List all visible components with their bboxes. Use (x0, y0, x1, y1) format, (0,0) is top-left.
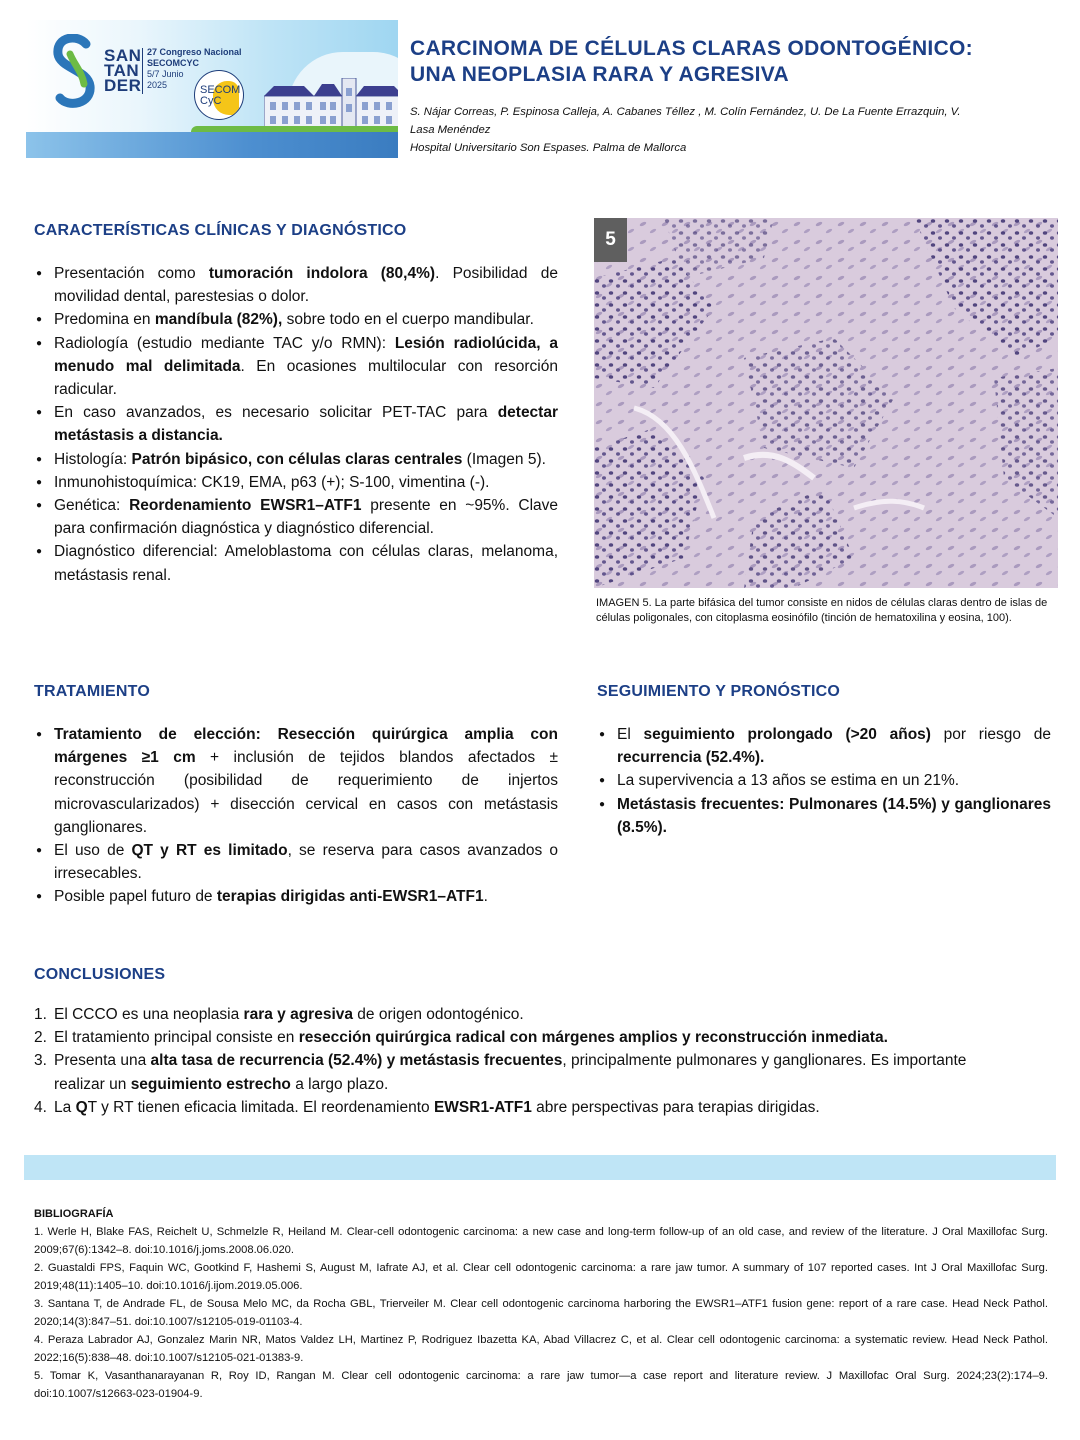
list-item: ● Predomina en mandíbula (82%), sobre todo en el cuerpo mandibular. (34, 308, 558, 331)
clinical-list (34, 262, 558, 587)
authors-continued: Lasa Menéndez (410, 124, 491, 136)
list-item: ● Radiología (estudio mediante TAC y/o RMN): Lesión radiolúcida, a menudo mal delimitada. En ocasiones multilocular con resorción radicular. (34, 332, 558, 402)
conclusions-section-title: CONCLUSIONES (34, 966, 166, 983)
reference-item: 2. Guastaldi FPS, Faquin WC, Gootkind F, Hashemi S, August M, Iafrate AJ, et al. Clear cell odontogenic carcinoma: a rare jaw tumor. A summary of 107 reported cases. Int J Oral Maxillofac Surg. 2019;48(11):1405–10. doi:10.1016/j.ijom.2019.05.006. (34, 1262, 1048, 1292)
list-item: ● El seguimiento prolongado (>20 años) por riesgo de recurrencia (52.4%). (597, 723, 1051, 769)
list-item: 3. Presenta una alta tasa de recurrencia (52.4%) y metástasis frecuentes, principalmente pulmonares y ganglionares. Es importante realizar un seguimiento estrecho a largo plazo. (34, 1052, 967, 1093)
followup-section-title: SEGUIMIENTO Y PRONÓSTICO (597, 683, 841, 700)
city-wordmark: SAN TAN DER (104, 46, 142, 95)
list-item: ● Diagnóstico diferencial: Ameloblastoma con células claras, melanoma, metástasis renal. (34, 540, 558, 586)
list-item: 2. El tratamiento principal consiste en resección quirúrgica radical con márgenes amplios y reconstrucción inmediata. (34, 1029, 888, 1047)
list-item: ● La supervivencia a 13 años se estima en un 21%. (597, 769, 1051, 792)
bibliography-title: BIBLIOGRAFÍA (34, 1208, 114, 1220)
santander-s-logo-icon (48, 34, 100, 108)
histology-image (594, 218, 1058, 588)
list-item: ● Histología: Patrón bipásico, con células claras centrales (Imagen 5). (34, 448, 558, 471)
followup-list (597, 723, 1051, 839)
congress-info: 27 Congreso Nacional SECOMCYC 5/7 Junio 2025 (147, 47, 242, 90)
histology-texture (594, 218, 1058, 588)
congress-banner (26, 20, 398, 158)
figure-number-badge: 5 (594, 218, 627, 262)
reference-item: 4. Peraza Labrador AJ, Gonzalez Marin NR, Matos Valdez LH, Martinez P, Rodriguez Ibazetta KA, Abad Villacrez C, et al. Clear cell odontogenic carcinoma: a systematic review. Head Neck Pathol. 2022;16(5):838–48. doi:10.1007/s12105-021-01383-9. (34, 1334, 1048, 1364)
banner-stripe (26, 132, 398, 158)
list-item: ● Metástasis frecuentes: Pulmonares (14.5%) y ganglionares (8.5%). (597, 793, 1051, 839)
list-item: ● Presentación como tumoración indolora (80,4%). Posibilidad de movilidad dental, parestesias o dolor. (34, 262, 558, 308)
clinical-section-title: CARACTERÍSTICAS CLÍNICAS Y DIAGNÓSTICO (34, 222, 407, 239)
institution: Hospital Universitario Son Espases. Palma de Mallorca (410, 142, 687, 154)
figure-caption: IMAGEN 5. La parte bifásica del tumor consiste en nidos de células claras dentro de islas de células poligonales, con citoplasma eosinófilo (tinción de hematoxilina y eosina, 100). (596, 597, 1048, 624)
divider (142, 48, 143, 94)
list-item: 4. La QT y RT tienen eficacia limitada. El reordenamiento EWSR1-ATF1 abre perspectivas para terapias dirigidas. (34, 1098, 820, 1116)
list-item: ● Posible papel futuro de terapias dirigidas anti-EWSR1–ATF1. (34, 885, 558, 908)
poster-title: CARCINOMA DE CÉLULAS CLARAS ODONTOGÉNICO: UNA NEOPLASIA RARA Y AGRESIVA (410, 37, 973, 86)
conclusions-list (34, 1003, 974, 1119)
treatment-section-title: TRATAMIENTO (34, 683, 150, 700)
list-item: ● Inmunohistoquímica: CK19, EMA, p63 (+); S-100, vimentina (-). (34, 471, 558, 494)
footer-divider-bar (24, 1155, 1056, 1180)
secomcyc-logo: SECOM CyC (194, 70, 244, 120)
list-item: ● Genética: Reordenamiento EWSR1–ATF1 presente en ~95%. Clave para confirmación diagnóstica y diagnóstico diferencial. (34, 494, 558, 540)
list-item: ● Tratamiento de elección: Resección quirúrgica amplia con márgenes ≥1 cm + inclusión de tejidos blandos afectados ± reconstrucción (posibilidad de requerimiento de injertos microvascularizados) + disección cervical en casos con metástasis ganglionares. (34, 723, 558, 839)
list-item: ● El uso de QT y RT es limitado, se reserva para casos avanzados o irresecables. (34, 839, 558, 885)
bibliography-list (34, 1223, 1048, 1403)
reference-item: 5. Tomar K, Vasanthanarayanan R, Roy ID, Rangan M. Clear cell odontogenic carcinoma: a rare jaw tumor—a case report and literature review. J Maxillofac Oral Surg. 2024;23(2):174–9. doi:10.1007/s12663-023-01904-9. (34, 1370, 1048, 1400)
authors: S. Nájar Correas, P. Espinosa Calleja, A. Cabanes Téllez , M. Colín Fernández, U. De La Fuente Errazquin, V. (410, 106, 961, 118)
reference-item: 1. Werle H, Blake FAS, Reichelt U, Schmelzle R, Heiland M. Clear-cell odontogenic carcinoma: a new case and long-term follow-up of an old case, and review of the literature. J Oral Maxillofac Surg. 2009;67(6):1342–8. doi:10.1016/j.joms.2008.06.020. (34, 1226, 1048, 1256)
treatment-list (34, 723, 558, 909)
list-item: 1. El CCCO es una neoplasia rara y agresiva de origen odontogénico. (34, 1006, 524, 1023)
reference-item: 3. Santana T, de Andrade FL, de Sousa Melo MC, da Rocha GBL, Trierveiler M. Clear cell odontogenic carcinoma harboring the EWSR1–ATF1 fusion gene: report of a rare case. Head Neck Pathol. 2020;14(3):847–51. doi:10.1007/s12105-019-01103-4. (34, 1298, 1048, 1328)
authors-block (410, 103, 1060, 157)
list-item: ● En caso avanzados, es necesario solicitar PET-TAC para detectar metástasis a distancia. (34, 401, 558, 447)
